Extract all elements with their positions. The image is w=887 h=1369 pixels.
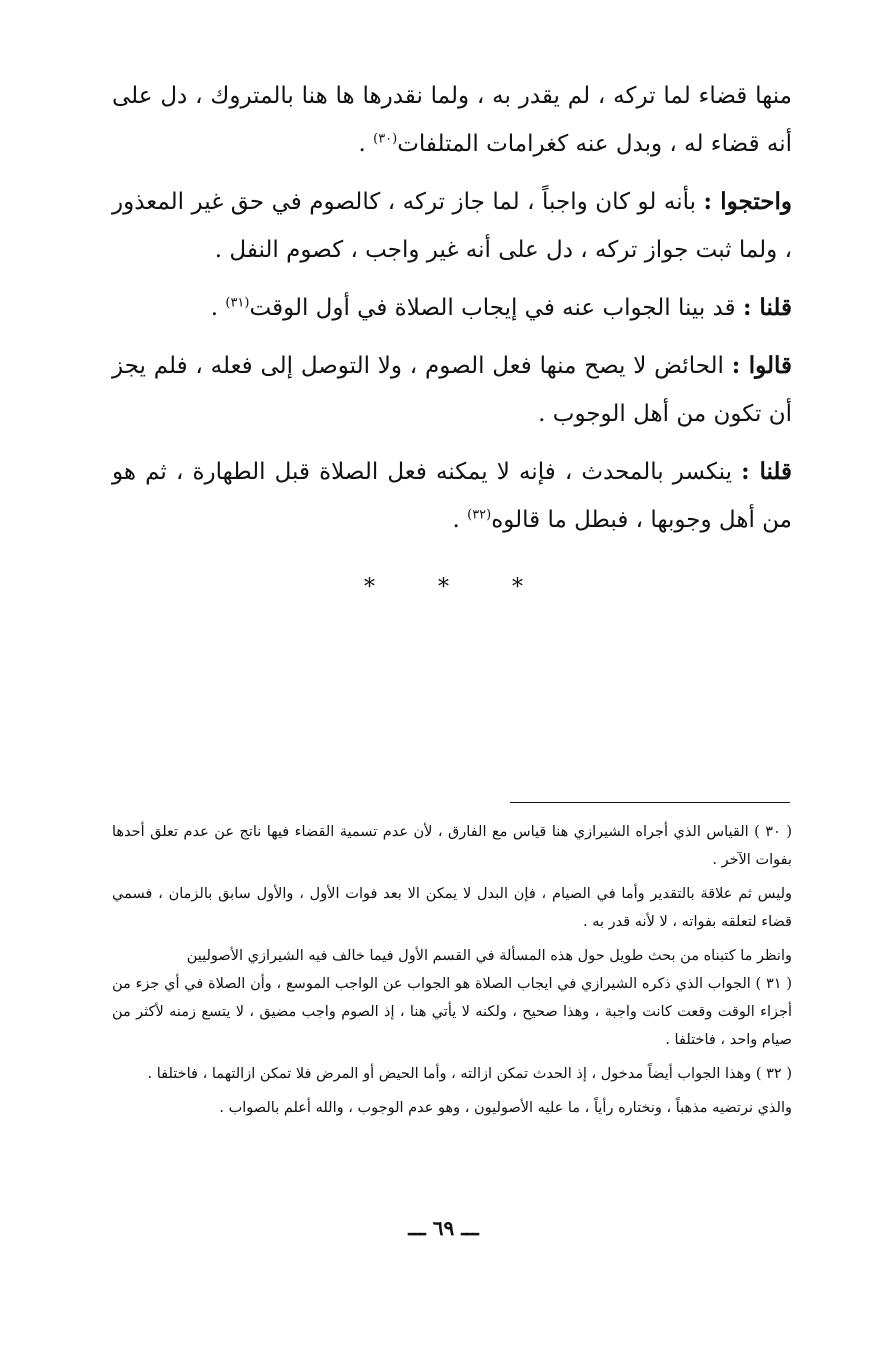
page-number: ـــ ٦٩ ـــ xyxy=(408,1216,479,1240)
footnote: وانظر ما كتبناه من بحث طويل حول هذه المسألة في القسم الأول فيما خالف فيه الشيرازي الأصوليين xyxy=(186,948,792,964)
paragraph-text: ينكسر بالمحدث ، فإنه لا يمكنه فعل الصلاة قبل الطهارة ، ثم هو من أهل وجوبها ، فبطل ما قالوه xyxy=(112,459,792,533)
footnote: والذي نرتضيه مذهباً ، ونختاره رأياً ، ما عليه الأصوليون ، وهو عدم الوجوب ، والله أعلم بالصواب . xyxy=(219,1100,792,1116)
paragraph-text: الحائض لا يصح منها فعل الصوم ، ولا التوصل إلى فعله ، فلم يجز أن تكون من أهل الوجوب . xyxy=(112,353,792,427)
footnote-ref: (٣٢) xyxy=(467,507,492,523)
paragraph-lead: قلنا : xyxy=(742,294,792,321)
footnote: وليس ثم علاقة بالتقدير وأما في الصيام ، فإن البدل لا يمكن الا بعد فوات الأول ، والأول سابق بالزمان ، فسمي قضاء لتعلقه بفواته ، لا لأنه قدر به . xyxy=(112,886,792,930)
footnote-ref: (٣٠) xyxy=(373,131,398,147)
paragraph-lead: واحتجوا : xyxy=(703,188,792,215)
section-divider: * * * xyxy=(364,575,551,600)
footnote-rule xyxy=(510,802,790,803)
paragraph xyxy=(112,342,792,438)
paragraph-text: قد بينا الجواب عنه في إيجاب الصلاة في أول الوقت xyxy=(249,295,743,321)
paragraph-end: . xyxy=(452,507,468,533)
paragraph-end: . xyxy=(358,131,374,157)
paragraph xyxy=(112,284,792,332)
paragraph-text: منها قضاء لما تركه ، لم يقدر به ، ولما نقدرها ها هنا بالمتروك ، دل على أنه قضاء له ، وبدل عنه كغرامات المتلفات xyxy=(112,83,792,157)
footnote: ( ٣٢ ) وهذا الجواب أيضاً مدخول ، إذ الحدث تمكن ازالته ، وأما الحيض أو المرض فلا تمكن ازالتهما ، فاختلفا . xyxy=(147,1066,792,1082)
paragraph-lead: قالوا : xyxy=(731,352,792,379)
paragraph xyxy=(112,178,792,274)
footnote: ( ٣٠ ) القياس الذي أجراه الشيرازي هنا قياس مع الفارق ، لأن عدم تسمية القضاء فيها ناتج عن عدم تعلق أحدها بفوات الآخر . xyxy=(112,824,792,868)
footnotes xyxy=(112,818,792,1128)
paragraph-end: . xyxy=(210,295,226,321)
paragraph-text: بأنه لو كان واجباً ، لما جاز تركه ، كالصوم في حق غير المعذور ، ولما ثبت جواز تركه ، دل على أنه غير واجب ، كصوم النفل . xyxy=(112,189,792,263)
footnote: ( ٣١ ) الجواب الذي ذكره الشيرازي في ايجاب الصلاة هو الجواب عن الواجب الموسع ، وأن الصلاة في أي جزء من أجزاء الوقت وقعت كانت واجبة ، وهذا صحيح ، ولكنه لا يأتي هنا ، إذ الصوم واجب مضيق ، لا يتسع زمنه لأكثر من صيام واحد ، فاختلفا . xyxy=(112,976,792,1048)
paragraph-lead: قلنا : xyxy=(741,458,792,485)
footnote-ref: (٣١) xyxy=(225,295,250,311)
paragraph xyxy=(112,448,792,544)
paragraph xyxy=(112,72,792,168)
main-text xyxy=(112,72,792,554)
